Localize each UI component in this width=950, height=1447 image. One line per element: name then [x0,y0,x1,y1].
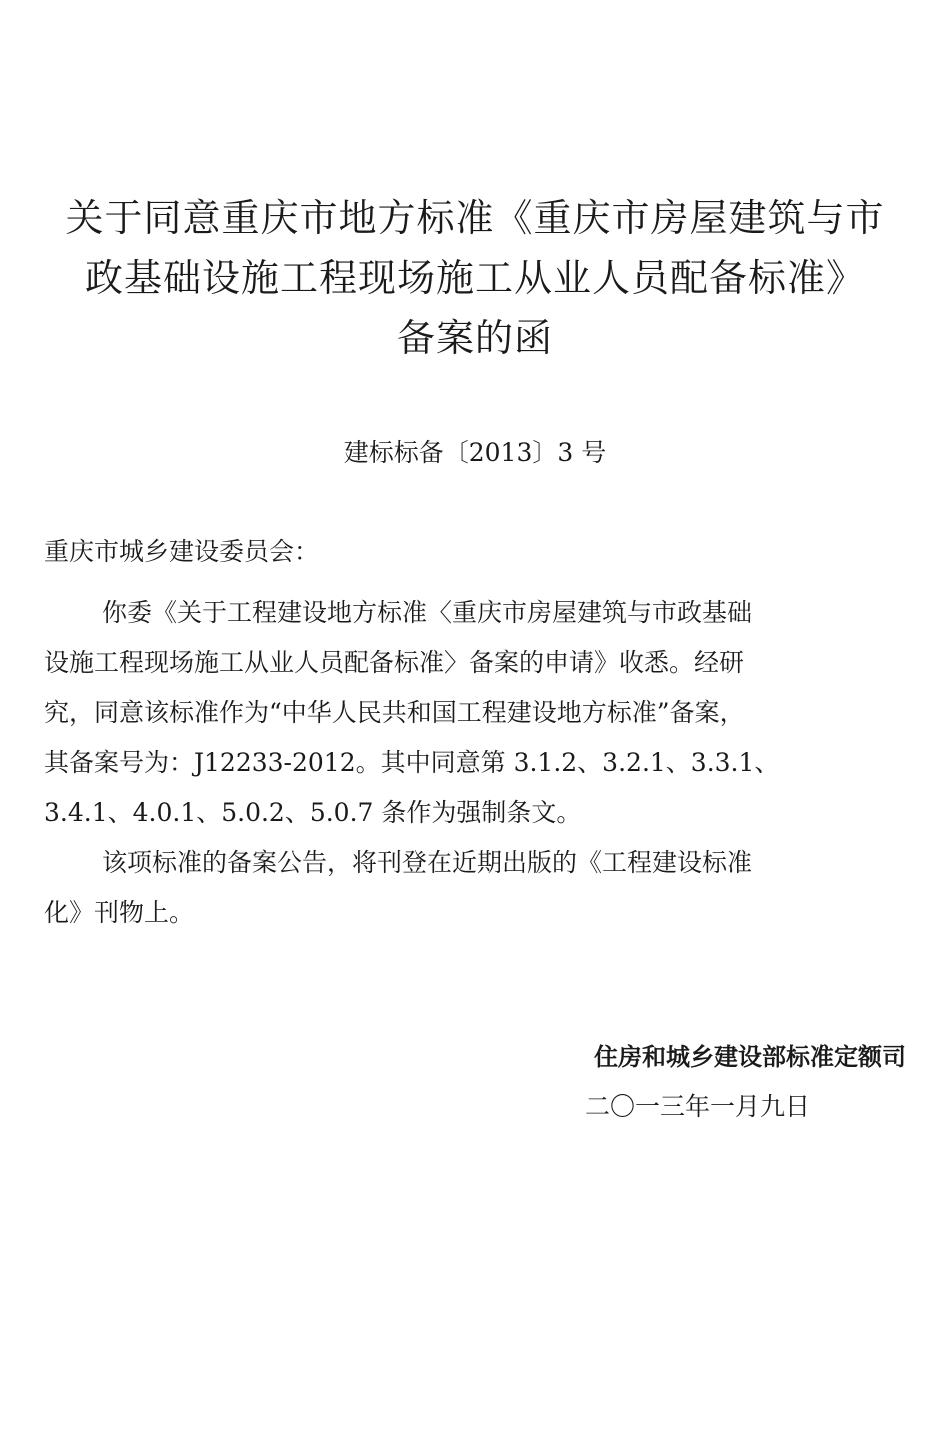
letter-body [44,588,910,938]
body-line: 设施工程现场施工从业人员配备标准〉备案的申请》收悉。经研 [44,648,745,677]
body-line: 该项标准的备案公告，将刊登在近期出版的《工程建设标准 [102,848,753,877]
title-line: 备案的函 [396,316,553,360]
title-line: 关于同意重庆市地方标准《重庆市房屋建筑与市 [65,196,885,240]
body-line: 究，同意该标准作为“中华人民共和国工程建设地方标准”备案， [44,698,745,727]
body-line: 化》刊物上。 [44,898,195,927]
document-title [40,188,910,368]
body-line: 你委《关于工程建设地方标准〈重庆市房屋建筑与市政基础 [102,598,753,627]
addressee: 重庆市城乡建设委员会： [44,537,320,566]
document-number: 建标标备〔2013〕3 号 [343,438,607,467]
body-line: 其备案号为：J12233-2012。其中同意第 3.1.2、3.2.1、3.3.1、 [44,748,780,777]
title-line: 政基础设施工程现场施工从业人员配备标准》 [84,256,865,300]
body-line: 3.4.1、4.0.1、5.0.2、5.0.7 条作为强制条文。 [44,798,582,827]
issue-date: 二〇一三年一月九日 [585,1092,811,1121]
issuer-signature: 住房和城乡建设部标准定额司 [594,1043,906,1071]
